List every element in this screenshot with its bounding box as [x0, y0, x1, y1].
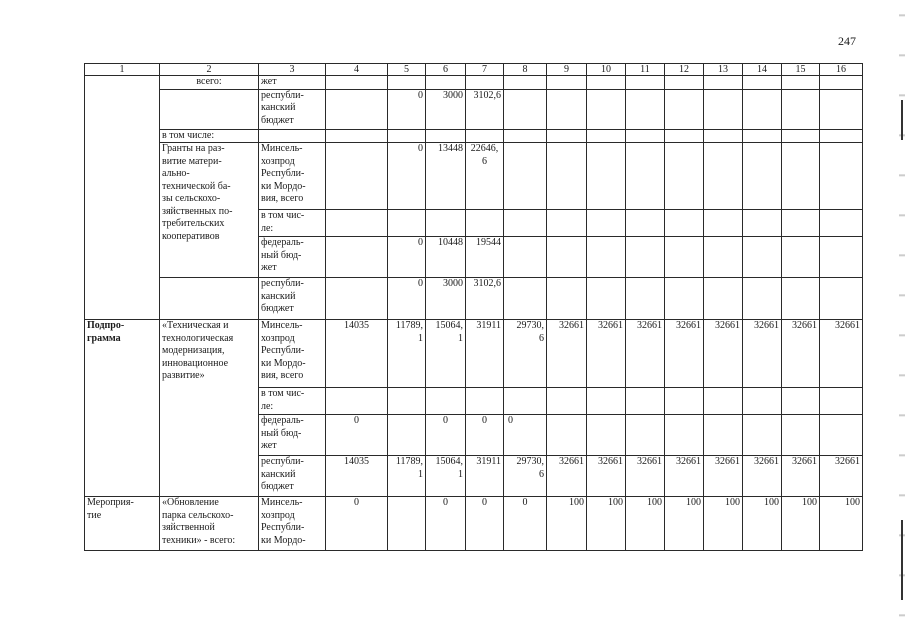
source-cell: Минсель- хозпрод Республи- ки Мордо- вия, всего — [259, 143, 326, 210]
value-cell — [504, 237, 547, 278]
source-cell: Минсель- хозпрод Республи- ки Мордо- — [259, 497, 326, 551]
value-cell: 32661 — [704, 320, 743, 388]
value-cell — [426, 388, 466, 415]
value-cell — [665, 415, 704, 456]
value-cell: 15064, 1 — [426, 456, 466, 497]
value-cell — [782, 278, 820, 320]
value-cell — [743, 210, 782, 237]
value-cell — [547, 388, 587, 415]
value-cell — [547, 76, 587, 90]
source-cell: в том чис- ле: — [259, 210, 326, 237]
value-cell — [743, 278, 782, 320]
value-cell — [820, 143, 863, 210]
header-cell: 2 — [160, 64, 259, 76]
value-cell — [782, 89, 820, 129]
item-name-cell — [160, 89, 259, 129]
source-cell: в том чис- ле: — [259, 388, 326, 415]
value-cell — [587, 129, 626, 143]
value-cell: 100 — [704, 497, 743, 551]
value-cell — [547, 143, 587, 210]
header-cell: 9 — [547, 64, 587, 76]
value-cell — [326, 278, 388, 320]
value-cell — [466, 129, 504, 143]
value-cell — [820, 278, 863, 320]
value-cell — [466, 210, 504, 237]
header-cell: 1 — [85, 64, 160, 76]
value-cell: 32661 — [743, 320, 782, 388]
source-cell: Минсель- хозпрод Республи- ки Мордо- вия, всего — [259, 320, 326, 388]
header-cell: 12 — [665, 64, 704, 76]
row-label-cell: Подпро- грамма — [85, 320, 160, 497]
value-cell — [504, 89, 547, 129]
value-cell: 32661 — [587, 320, 626, 388]
source-cell: республи- канский бюджет — [259, 456, 326, 497]
value-cell — [426, 129, 466, 143]
value-cell: 0 — [504, 415, 547, 456]
value-cell — [587, 76, 626, 90]
value-cell — [820, 76, 863, 90]
value-cell — [504, 76, 547, 90]
value-cell — [504, 143, 547, 210]
value-cell: 32661 — [626, 456, 665, 497]
value-cell — [704, 388, 743, 415]
value-cell: 0 — [388, 143, 426, 210]
value-cell — [820, 89, 863, 129]
value-cell — [547, 210, 587, 237]
value-cell — [326, 76, 388, 90]
header-cell: 16 — [820, 64, 863, 76]
value-cell: 32661 — [665, 456, 704, 497]
value-cell: 100 — [547, 497, 587, 551]
value-cell — [665, 143, 704, 210]
value-cell — [426, 210, 466, 237]
value-cell: 13448 — [426, 143, 466, 210]
value-cell: 29730, 6 — [504, 456, 547, 497]
value-cell — [504, 210, 547, 237]
value-cell — [326, 129, 388, 143]
value-cell: 19544 — [466, 237, 504, 278]
value-cell — [388, 388, 426, 415]
value-cell: 11789, 1 — [388, 320, 426, 388]
table-row — [85, 278, 863, 320]
value-cell: 32661 — [665, 320, 704, 388]
value-cell — [704, 237, 743, 278]
header-cell: 5 — [388, 64, 426, 76]
value-cell: 3102,6 — [466, 278, 504, 320]
value-cell — [704, 143, 743, 210]
value-cell — [587, 210, 626, 237]
value-cell — [626, 278, 665, 320]
value-cell: 100 — [665, 497, 704, 551]
header-cell: 13 — [704, 64, 743, 76]
scan-edge-mark — [901, 520, 903, 600]
value-cell — [388, 129, 426, 143]
value-cell — [587, 278, 626, 320]
value-cell — [743, 129, 782, 143]
value-cell — [426, 76, 466, 90]
value-cell — [587, 237, 626, 278]
item-name-cell: всего: — [160, 76, 259, 90]
value-cell: 100 — [782, 497, 820, 551]
source-cell — [259, 129, 326, 143]
value-cell — [665, 388, 704, 415]
value-cell — [782, 388, 820, 415]
value-cell: 32661 — [587, 456, 626, 497]
value-cell — [626, 388, 665, 415]
value-cell — [665, 76, 704, 90]
value-cell — [388, 415, 426, 456]
value-cell — [704, 89, 743, 129]
value-cell — [782, 237, 820, 278]
value-cell — [504, 129, 547, 143]
budget-table — [84, 63, 863, 551]
value-cell — [547, 278, 587, 320]
value-cell — [587, 89, 626, 129]
value-cell — [626, 129, 665, 143]
source-cell: республи- канский бюджет — [259, 89, 326, 129]
value-cell: 0 — [504, 497, 547, 551]
value-cell — [626, 415, 665, 456]
value-cell: 14035 — [326, 320, 388, 388]
value-cell — [326, 388, 388, 415]
value-cell — [587, 415, 626, 456]
value-cell — [743, 89, 782, 129]
value-cell — [326, 210, 388, 237]
value-cell — [820, 388, 863, 415]
value-cell — [547, 129, 587, 143]
value-cell — [743, 237, 782, 278]
value-cell: 32661 — [547, 456, 587, 497]
source-cell: федераль- ный бюд- жет — [259, 415, 326, 456]
scan-edge-mark — [901, 100, 903, 140]
value-cell: 15064, 1 — [426, 320, 466, 388]
value-cell: 100 — [626, 497, 665, 551]
value-cell — [626, 76, 665, 90]
value-cell — [743, 415, 782, 456]
value-cell — [704, 415, 743, 456]
value-cell: 32661 — [743, 456, 782, 497]
value-cell — [782, 76, 820, 90]
table-row — [85, 89, 863, 129]
value-cell — [326, 89, 388, 129]
value-cell: 32661 — [820, 456, 863, 497]
item-name-cell: в том числе: — [160, 129, 259, 143]
row-label-cell: Мероприя- тие — [85, 497, 160, 551]
item-name-cell: «Обновление парка сельскохо- зяйственной техники» - всего: — [160, 497, 259, 551]
value-cell — [626, 210, 665, 237]
value-cell: 32661 — [782, 456, 820, 497]
page-number: 247 — [838, 34, 856, 48]
value-cell: 100 — [820, 497, 863, 551]
value-cell: 31911 — [466, 320, 504, 388]
value-cell: 0 — [326, 415, 388, 456]
item-name-cell: «Техническая и технологическая модернизация, инновационное развитие» — [160, 320, 259, 497]
value-cell — [587, 143, 626, 210]
value-cell: 29730, 6 — [504, 320, 547, 388]
value-cell: 0 — [388, 89, 426, 129]
value-cell: 32661 — [547, 320, 587, 388]
value-cell — [326, 143, 388, 210]
value-cell — [820, 129, 863, 143]
value-cell — [466, 388, 504, 415]
value-cell — [547, 415, 587, 456]
value-cell: 0 — [466, 497, 504, 551]
value-cell — [782, 129, 820, 143]
value-cell — [388, 210, 426, 237]
value-cell — [704, 210, 743, 237]
value-cell — [665, 129, 704, 143]
value-cell: 100 — [587, 497, 626, 551]
header-cell: 14 — [743, 64, 782, 76]
value-cell: 0 — [388, 278, 426, 320]
value-cell — [782, 210, 820, 237]
value-cell — [547, 89, 587, 129]
value-cell — [388, 497, 426, 551]
value-cell: 0 — [326, 497, 388, 551]
value-cell — [504, 388, 547, 415]
header-cell: 11 — [626, 64, 665, 76]
value-cell — [547, 237, 587, 278]
value-cell — [820, 415, 863, 456]
row-label-cell — [85, 76, 160, 320]
value-cell — [626, 89, 665, 129]
value-cell — [326, 237, 388, 278]
value-cell — [782, 143, 820, 210]
value-cell: 32661 — [626, 320, 665, 388]
value-cell — [743, 388, 782, 415]
header-cell: 4 — [326, 64, 388, 76]
value-cell: 0 — [426, 415, 466, 456]
value-cell — [743, 76, 782, 90]
value-cell: 32661 — [782, 320, 820, 388]
value-cell — [743, 143, 782, 210]
value-cell — [665, 89, 704, 129]
value-cell — [704, 76, 743, 90]
table-row — [85, 129, 863, 143]
item-name-cell: Гранты на раз- витие матери- ально- технической ба- зы сельскохо- зяйственных по- требительских кооперативов — [160, 143, 259, 278]
value-cell: 11789, 1 — [388, 456, 426, 497]
value-cell: 3000 — [426, 278, 466, 320]
value-cell — [388, 76, 426, 90]
value-cell: 0 — [466, 415, 504, 456]
source-cell: жет — [259, 76, 326, 90]
value-cell — [587, 388, 626, 415]
value-cell: 14035 — [326, 456, 388, 497]
value-cell — [626, 237, 665, 278]
header-cell: 6 — [426, 64, 466, 76]
value-cell: 10448 — [426, 237, 466, 278]
table-row — [85, 320, 863, 388]
source-cell: федераль- ный бюд- жет — [259, 237, 326, 278]
value-cell: 3102,6 — [466, 89, 504, 129]
item-name-cell — [160, 278, 259, 320]
header-cell: 10 — [587, 64, 626, 76]
value-cell: 22646, 6 — [466, 143, 504, 210]
header-cell: 3 — [259, 64, 326, 76]
table-row — [85, 76, 863, 90]
source-cell: республи- канский бюджет — [259, 278, 326, 320]
value-cell — [820, 237, 863, 278]
value-cell: 0 — [426, 497, 466, 551]
value-cell — [466, 76, 504, 90]
header-row — [85, 64, 863, 76]
value-cell — [782, 415, 820, 456]
value-cell — [665, 237, 704, 278]
value-cell: 100 — [743, 497, 782, 551]
value-cell: 32661 — [820, 320, 863, 388]
value-cell: 31911 — [466, 456, 504, 497]
value-cell: 0 — [388, 237, 426, 278]
value-cell — [626, 143, 665, 210]
header-cell: 8 — [504, 64, 547, 76]
value-cell — [820, 210, 863, 237]
table-row — [85, 497, 863, 551]
value-cell — [665, 210, 704, 237]
header-cell: 7 — [466, 64, 504, 76]
value-cell — [504, 278, 547, 320]
value-cell — [704, 278, 743, 320]
value-cell — [704, 129, 743, 143]
header-cell: 15 — [782, 64, 820, 76]
value-cell — [665, 278, 704, 320]
table-row — [85, 143, 863, 210]
value-cell: 32661 — [704, 456, 743, 497]
value-cell: 3000 — [426, 89, 466, 129]
